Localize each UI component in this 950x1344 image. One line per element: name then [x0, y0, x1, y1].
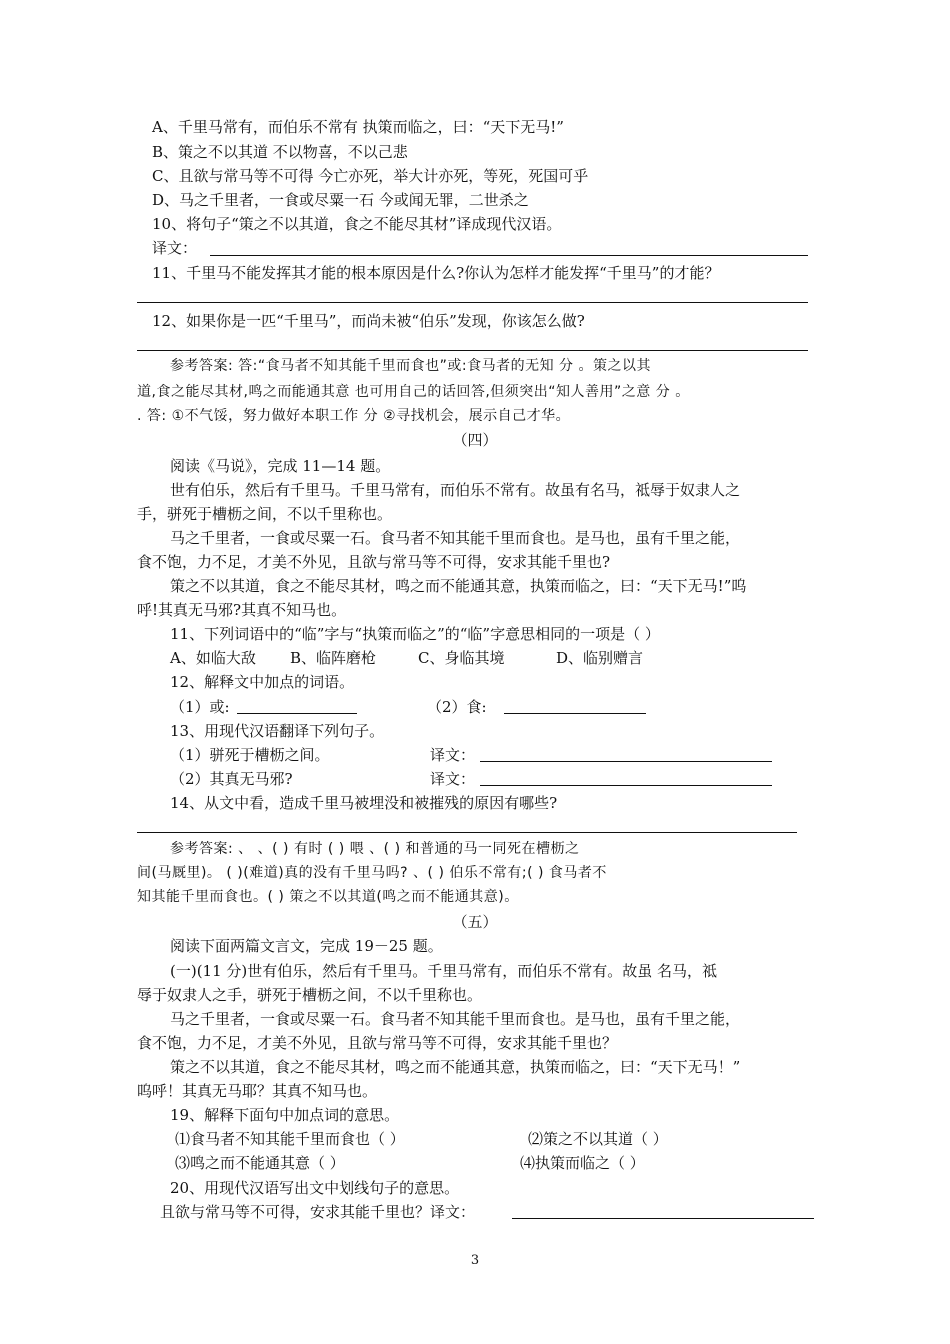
s5-q20-blank — [512, 1218, 814, 1219]
s4-q13-blank-1 — [480, 761, 772, 762]
s5-q20-text: 20、用现代汉语写出文中划线句子的意思。 — [170, 1179, 460, 1197]
passage-line: 食不饱，力不足，才美不外见，且欲与常马等不可得，安求其能千里也? — [137, 553, 611, 571]
s4-q14-answer-rule — [137, 832, 797, 833]
q10-answer-line — [210, 255, 808, 256]
s4-q13-translation-label-2: 译文： — [430, 770, 476, 788]
s4-q11-option-c: C、身临其境 — [418, 649, 505, 667]
s4-q11-option-d: D、临别赠言 — [556, 649, 644, 667]
s5-q19-item-4: ⑷执策而临之（ ） — [520, 1154, 645, 1172]
s4-q14-text: 14、从文中看，造成千里马被埋没和被摧残的原因有哪些? — [170, 794, 558, 812]
passage-line: 策之不以其道，食之不能尽其材，鸣之而不能通其意，执策而临之，曰：“天下无马！” — [170, 1058, 741, 1076]
answer-line: . 答: ①不气馁，努力做好本职工作 分 ②寻找机会，展示自己才华。 — [137, 408, 571, 424]
s4-q12-blank-1 — [237, 713, 357, 714]
q12-text: 12、如果你是一匹“千里马”，而尚未被“伯乐”发现，你该怎么做? — [152, 312, 585, 330]
q9-option-c: C、且欲与常马等不可得 今亡亦死，举大计亦死，等死，死国可乎 — [152, 167, 589, 185]
s4-q11-text: 11、下列词语中的“临”字与“执策而临之”的“临”字意思相同的一项是（ ） — [170, 625, 660, 643]
section-5-intro: 阅读下面两篇文言文，完成 19－25 题。 — [170, 937, 443, 955]
q12-answer-rule — [137, 350, 808, 351]
s4-q13-text: 13、用现代汉语翻译下列句子。 — [170, 722, 385, 740]
passage-line: 辱于奴隶人之手，骈死于槽枥之间，不以千里称也。 — [137, 986, 483, 1004]
s5-q19-item-1: ⑴食马者不知其能千里而食也（ ） — [175, 1130, 405, 1148]
q10-translation-label: 译文： — [152, 239, 198, 257]
s5-q19-item-2: ⑵策之不以其道（ ） — [528, 1130, 668, 1148]
s5-q20-sentence: 且欲与常马等不可得，安求其能千里也？译文： — [160, 1203, 476, 1221]
answer-line: 间(马厩里)。 ( )(难道)真的没有千里马吗? 、( ) 伯乐不常有;( ) 食马者不 — [137, 865, 607, 881]
passage-line: 马之千里者，一食或尽粟一石。食马者不知其能千里而食也。是马也，虽有千里之能， — [170, 1010, 741, 1028]
s4-q12-text: 12、解释文中加点的词语。 — [170, 673, 355, 691]
section-4-title: （四） — [452, 431, 498, 449]
passage-line: 世有伯乐，然后有千里马。千里马常有，而伯乐不常有。故虽有名马，祗辱于奴隶人之 — [170, 481, 741, 499]
passage-line: 食不饱，力不足，才美不外见，且欲与常马等不可得，安求其能千里也？ — [137, 1034, 618, 1052]
s4-q13-item-2: （2）其真无马邪? — [170, 770, 293, 788]
s4-q12-blank-2 — [504, 713, 646, 714]
passage-line: 策之不以其道，食之不能尽其材，鸣之而不能通其意，执策而临之，曰：“天下无马!”呜 — [170, 577, 747, 595]
answer-line: 道,食之能尽其材,鸣之而能通其意 也可用自己的话回答,但须突出“知人善用”之意 分 。 — [137, 384, 690, 400]
answer-line: 参考答案: 、 、( ) 有时 ( ) 喂 、( ) 和普通的马一同死在槽枥之 — [170, 841, 580, 857]
s4-q11-option-a: A、如临大敌 — [170, 649, 256, 667]
q9-option-d: D、马之千里者，一食或尽粟一石 今或闻无罪，二世杀之 — [152, 191, 529, 209]
s5-q19-item-3: ⑶鸣之而不能通其意（ ） — [175, 1154, 345, 1172]
passage-line: 呼!其真无马邪?其真不知马也。 — [137, 601, 347, 619]
s4-q12-item-2: （2）食: — [427, 698, 487, 716]
answer-line: 参考答案: 答:“食马者不知其能千里而食也”或:食马者的无知 分 。策之以其 — [170, 358, 652, 374]
s4-q13-blank-2 — [480, 785, 772, 786]
s5-q19-text: 19、解释下面句中加点词的意思。 — [170, 1106, 400, 1124]
q10-text: 10、将句子“策之不以其道，食之不能尽其材”译成现代汉语。 — [152, 215, 562, 233]
q9-option-b: B、策之不以其道 不以物喜，不以己悲 — [152, 143, 408, 161]
s4-q11-option-b: B、临阵磨枪 — [290, 649, 377, 667]
q11-text: 11、千里马不能发挥其才能的根本原因是什么?你认为怎样才能发挥“千里马”的才能？ — [152, 264, 720, 282]
passage-line: 呜呼！其真无马耶？其真不知马也。 — [137, 1082, 378, 1100]
passage-line: (一)(11 分)世有伯乐，然后有千里马。千里马常有，而伯乐不常有。故虽 名马，祗 — [170, 962, 718, 980]
s4-q13-item-1: （1）骈死于槽枥之间。 — [170, 746, 330, 764]
answer-line: 知其能千里而食也。( ) 策之不以其道(鸣之而不能通其意)。 — [137, 889, 519, 905]
section-5-title: （五） — [452, 913, 498, 931]
s4-q13-translation-label-1: 译文： — [430, 746, 476, 764]
q11-answer-rule — [137, 302, 808, 303]
passage-line: 马之千里者，一食或尽粟一石。食马者不知其能千里而食也。是马也，虽有千里之能， — [170, 529, 741, 547]
passage-line: 手，骈死于槽枥之间，不以千里称也。 — [137, 505, 393, 523]
page-number: 3 — [470, 1253, 480, 1268]
s4-q12-item-1: （1）或: — [170, 698, 230, 716]
q9-option-a: A、千里马常有，而伯乐不常有 执策而临之，曰：“天下无马!” — [152, 118, 564, 136]
section-4-intro: 阅读《马说》，完成 11—14 题。 — [170, 457, 391, 475]
